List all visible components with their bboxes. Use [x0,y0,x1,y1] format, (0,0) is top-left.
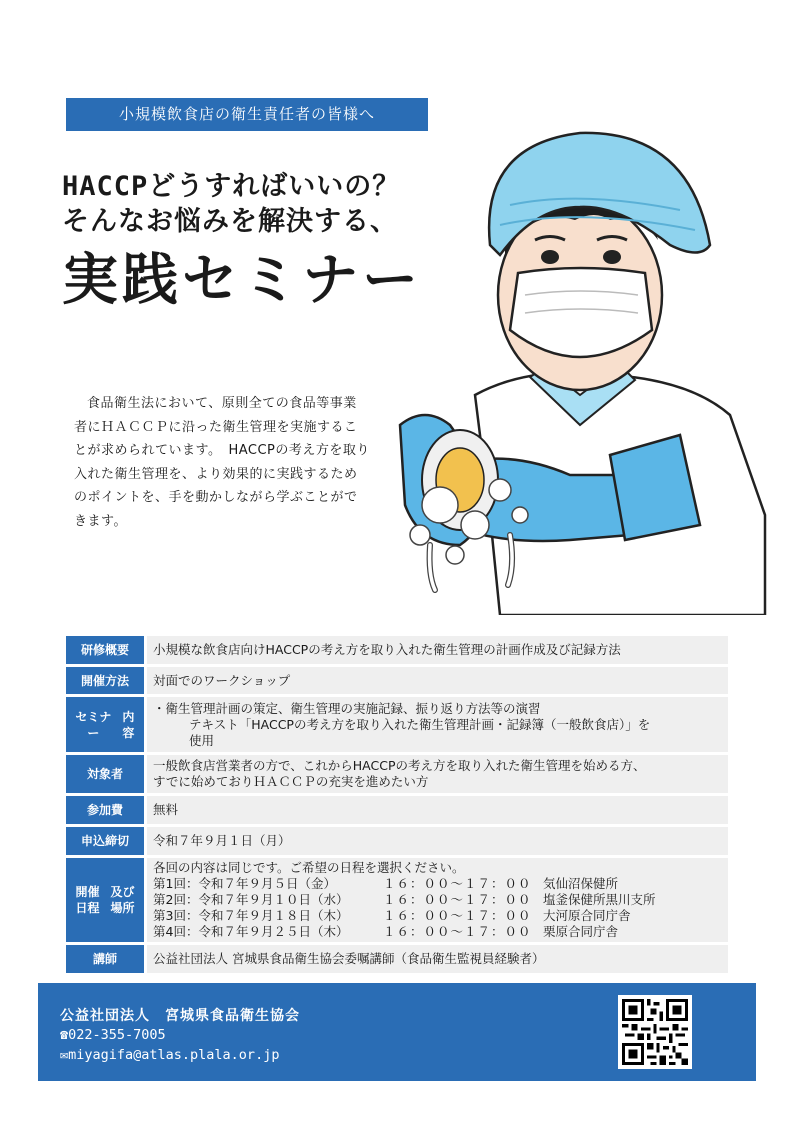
value-overview: 小規模な飲食店向けHACCPの考え方を取り入れた衛生管理の計画作成及び記録方法 [147,636,728,664]
right-eye [603,250,621,264]
value-method: 対面でのワークショップ [147,667,728,694]
label-content [66,697,144,752]
headline-line-1: HACCPどうすればいいの？ [62,171,401,202]
label-content-line1: セミナー [75,709,112,740]
value-content [147,697,728,752]
value-deadline: 令和７年９月１日（月） [147,827,728,855]
row-fee [66,796,728,824]
left-eye [541,250,559,264]
headline-line-2: そんなお悩みを解決する、 [62,206,398,237]
session-row [153,876,722,892]
session-date: 第3回：令和７年９月１８日（木） [153,908,349,923]
session-time: １６：００～１７：００ [383,892,532,907]
label-content-line2: 内容 [122,709,135,740]
row-target [66,755,728,793]
label-target: 対象者 [66,755,144,793]
intro-paragraph: 食品衛生法において、原則全ての食品等事業者にＨＡＣＣＰに沿った衛生管理を実施することが求められています。 HACCPの考え方を取り入れた衛生管理を、より効果的に実践するためのポイントを、手を動かしながら学ぶことができます。 [74,396,370,529]
session-place: 栗原合同庁舎 [543,924,619,939]
value-fee: 無料 [147,796,728,824]
label-schedule-line2: 及び場所 [110,885,135,915]
row-content [66,697,728,752]
email-address[interactable]: ✉miyagifa@atlas.plala.or.jp [60,1047,280,1063]
label-fee: 参加費 [66,796,144,824]
soap-bubble [422,487,458,523]
qr-code-icon [622,999,688,1065]
value-schedule [147,858,728,942]
session-date: 第2回：令和７年９月１０日（水） [153,892,349,907]
label-schedule-line1: 開催日程 [75,885,100,915]
session-row [153,892,722,908]
session-place: 大河原合同庁舎 [543,908,631,923]
session-date: 第1回：令和７年９月５日（金） [153,876,336,891]
value-target [147,755,728,793]
session-place: 塩釜保健所黒川支所 [543,892,656,907]
label-method: 開催方法 [66,667,144,694]
audience-badge: 小規模飲食店の衛生責任者の皆様へ [66,98,428,131]
session-row [153,924,722,940]
seminar-title: 実践セミナー [62,248,422,313]
content-line-3: 使用 [189,732,215,748]
row-overview [66,636,728,664]
session-date: 第4回：令和７年９月２５日（木） [153,924,349,939]
value-lecturer: 公益社団法人 宮城県食品衛生協会委嘱講師（食品衛生監視員経験者） [147,945,728,973]
session-time: １６：００～１７：００ [383,908,532,923]
contact-footer [38,983,756,1081]
worker-illustration [380,95,780,615]
label-overview: 研修概要 [66,636,144,664]
label-deadline: 申込締切 [66,827,144,855]
session-row [153,908,722,924]
label-lecturer: 講師 [66,945,144,973]
seminar-info-table [66,636,728,976]
org-name: 公益社団法人 宮城県食品衛生協会 [60,1008,300,1024]
content-line-2: テキスト「HACCPの考え方を取り入れた衛生管理計画・記録簿（一般飲食店）」を [189,716,651,732]
row-method [66,667,728,694]
schedule-intro: 各回の内容は同じです。ご希望の日程を選択ください。 [153,860,465,875]
target-line-2: すでに始めておりＨＡＣＣＰの充実を進めたい方 [153,774,429,789]
session-time: １６：００～１７：００ [383,876,532,891]
qr-code[interactable] [618,995,692,1069]
intro-text [74,392,370,533]
row-deadline [66,827,728,855]
label-schedule [66,858,144,942]
row-schedule [66,858,728,942]
content-line-1: ・衛生管理計画の策定、衛生管理の実施記録、振り返り方法等の演習 [153,700,541,716]
session-place: 気仙沼保健所 [543,876,619,891]
target-line-1: 一般飲食店営業者の方で、これからHACCPの考え方を取り入れた衛生管理を始める方、 [153,758,646,773]
row-lecturer [66,945,728,973]
phone-number[interactable]: ☎022-355-7005 [60,1027,166,1043]
session-time: １６：００～１７：００ [383,924,532,939]
